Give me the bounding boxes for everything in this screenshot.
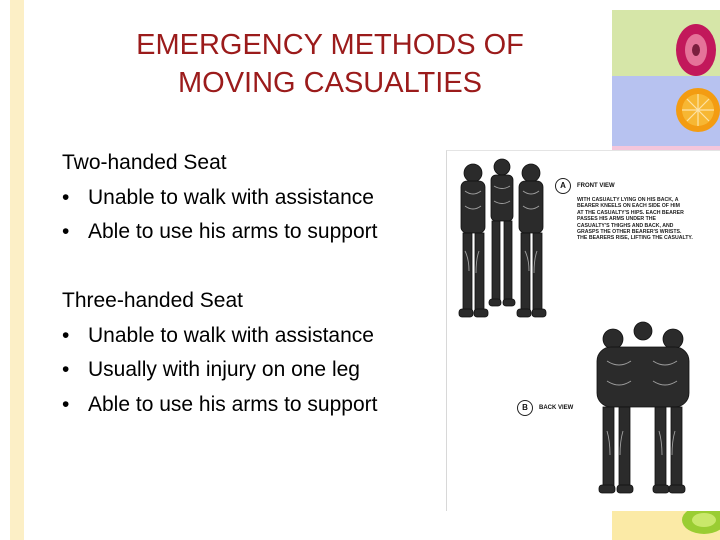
bullet-text: Able to use his arms to support <box>88 220 378 243</box>
body-text <box>62 146 442 422</box>
bullet-glyph: • <box>62 185 70 209</box>
caption-line: GRASPS THE OTHER BEARER'S WRISTS. <box>577 229 682 236</box>
bullet-glyph: • <box>62 323 70 347</box>
spacer <box>62 250 442 285</box>
front-view-label: FRONT VIEW <box>577 183 615 189</box>
caption-line: CASUALTY'S THIGHS AND BACK, AND <box>577 222 674 229</box>
bullet-item <box>62 388 442 423</box>
bullet-glyph: • <box>62 392 70 416</box>
bullet-glyph: • <box>62 358 70 381</box>
bullet-item <box>62 215 442 250</box>
back-view-label: BACK VIEW <box>539 405 574 411</box>
bullet-text: Able to use his arms to support <box>88 392 378 416</box>
slide-title <box>90 26 570 102</box>
bullet-text: Unable to walk with assistance <box>88 185 374 209</box>
marker-a: A <box>555 178 571 194</box>
title-line-1: EMERGENCY METHODS OF <box>136 29 524 61</box>
bullet-item <box>62 319 442 354</box>
bullet-text: Usually with injury on one leg <box>88 358 360 381</box>
carry-illustration <box>446 150 720 511</box>
section-heading-three-handed: Three-handed Seat <box>62 289 243 312</box>
marker-b: B <box>517 400 533 416</box>
caption-line: WITH CASUALTY LYING ON HIS BACK, A <box>577 197 679 203</box>
bullet-text: Unable to walk with assistance <box>88 323 374 347</box>
caption-line: BEARER KNEELS ON EACH SIDE OF HIM <box>577 203 680 210</box>
bullet-item <box>62 353 442 388</box>
section-heading-two-handed: Two-handed Seat <box>62 151 227 174</box>
bullet-glyph: • <box>62 220 70 243</box>
caption-line: THE BEARERS RISE, LIFTING THE CASUALTY. <box>577 235 693 242</box>
caption-line: AT THE CASUALTY'S HIPS. EACH BEARER <box>577 209 684 216</box>
left-accent-strip <box>10 0 24 540</box>
front-view-caption <box>577 197 693 242</box>
bullet-item <box>62 181 442 216</box>
title-line-2: MOVING CASUALTIES <box>177 67 483 99</box>
caption-line: PASSES HIS ARMS UNDER THE <box>577 216 656 223</box>
